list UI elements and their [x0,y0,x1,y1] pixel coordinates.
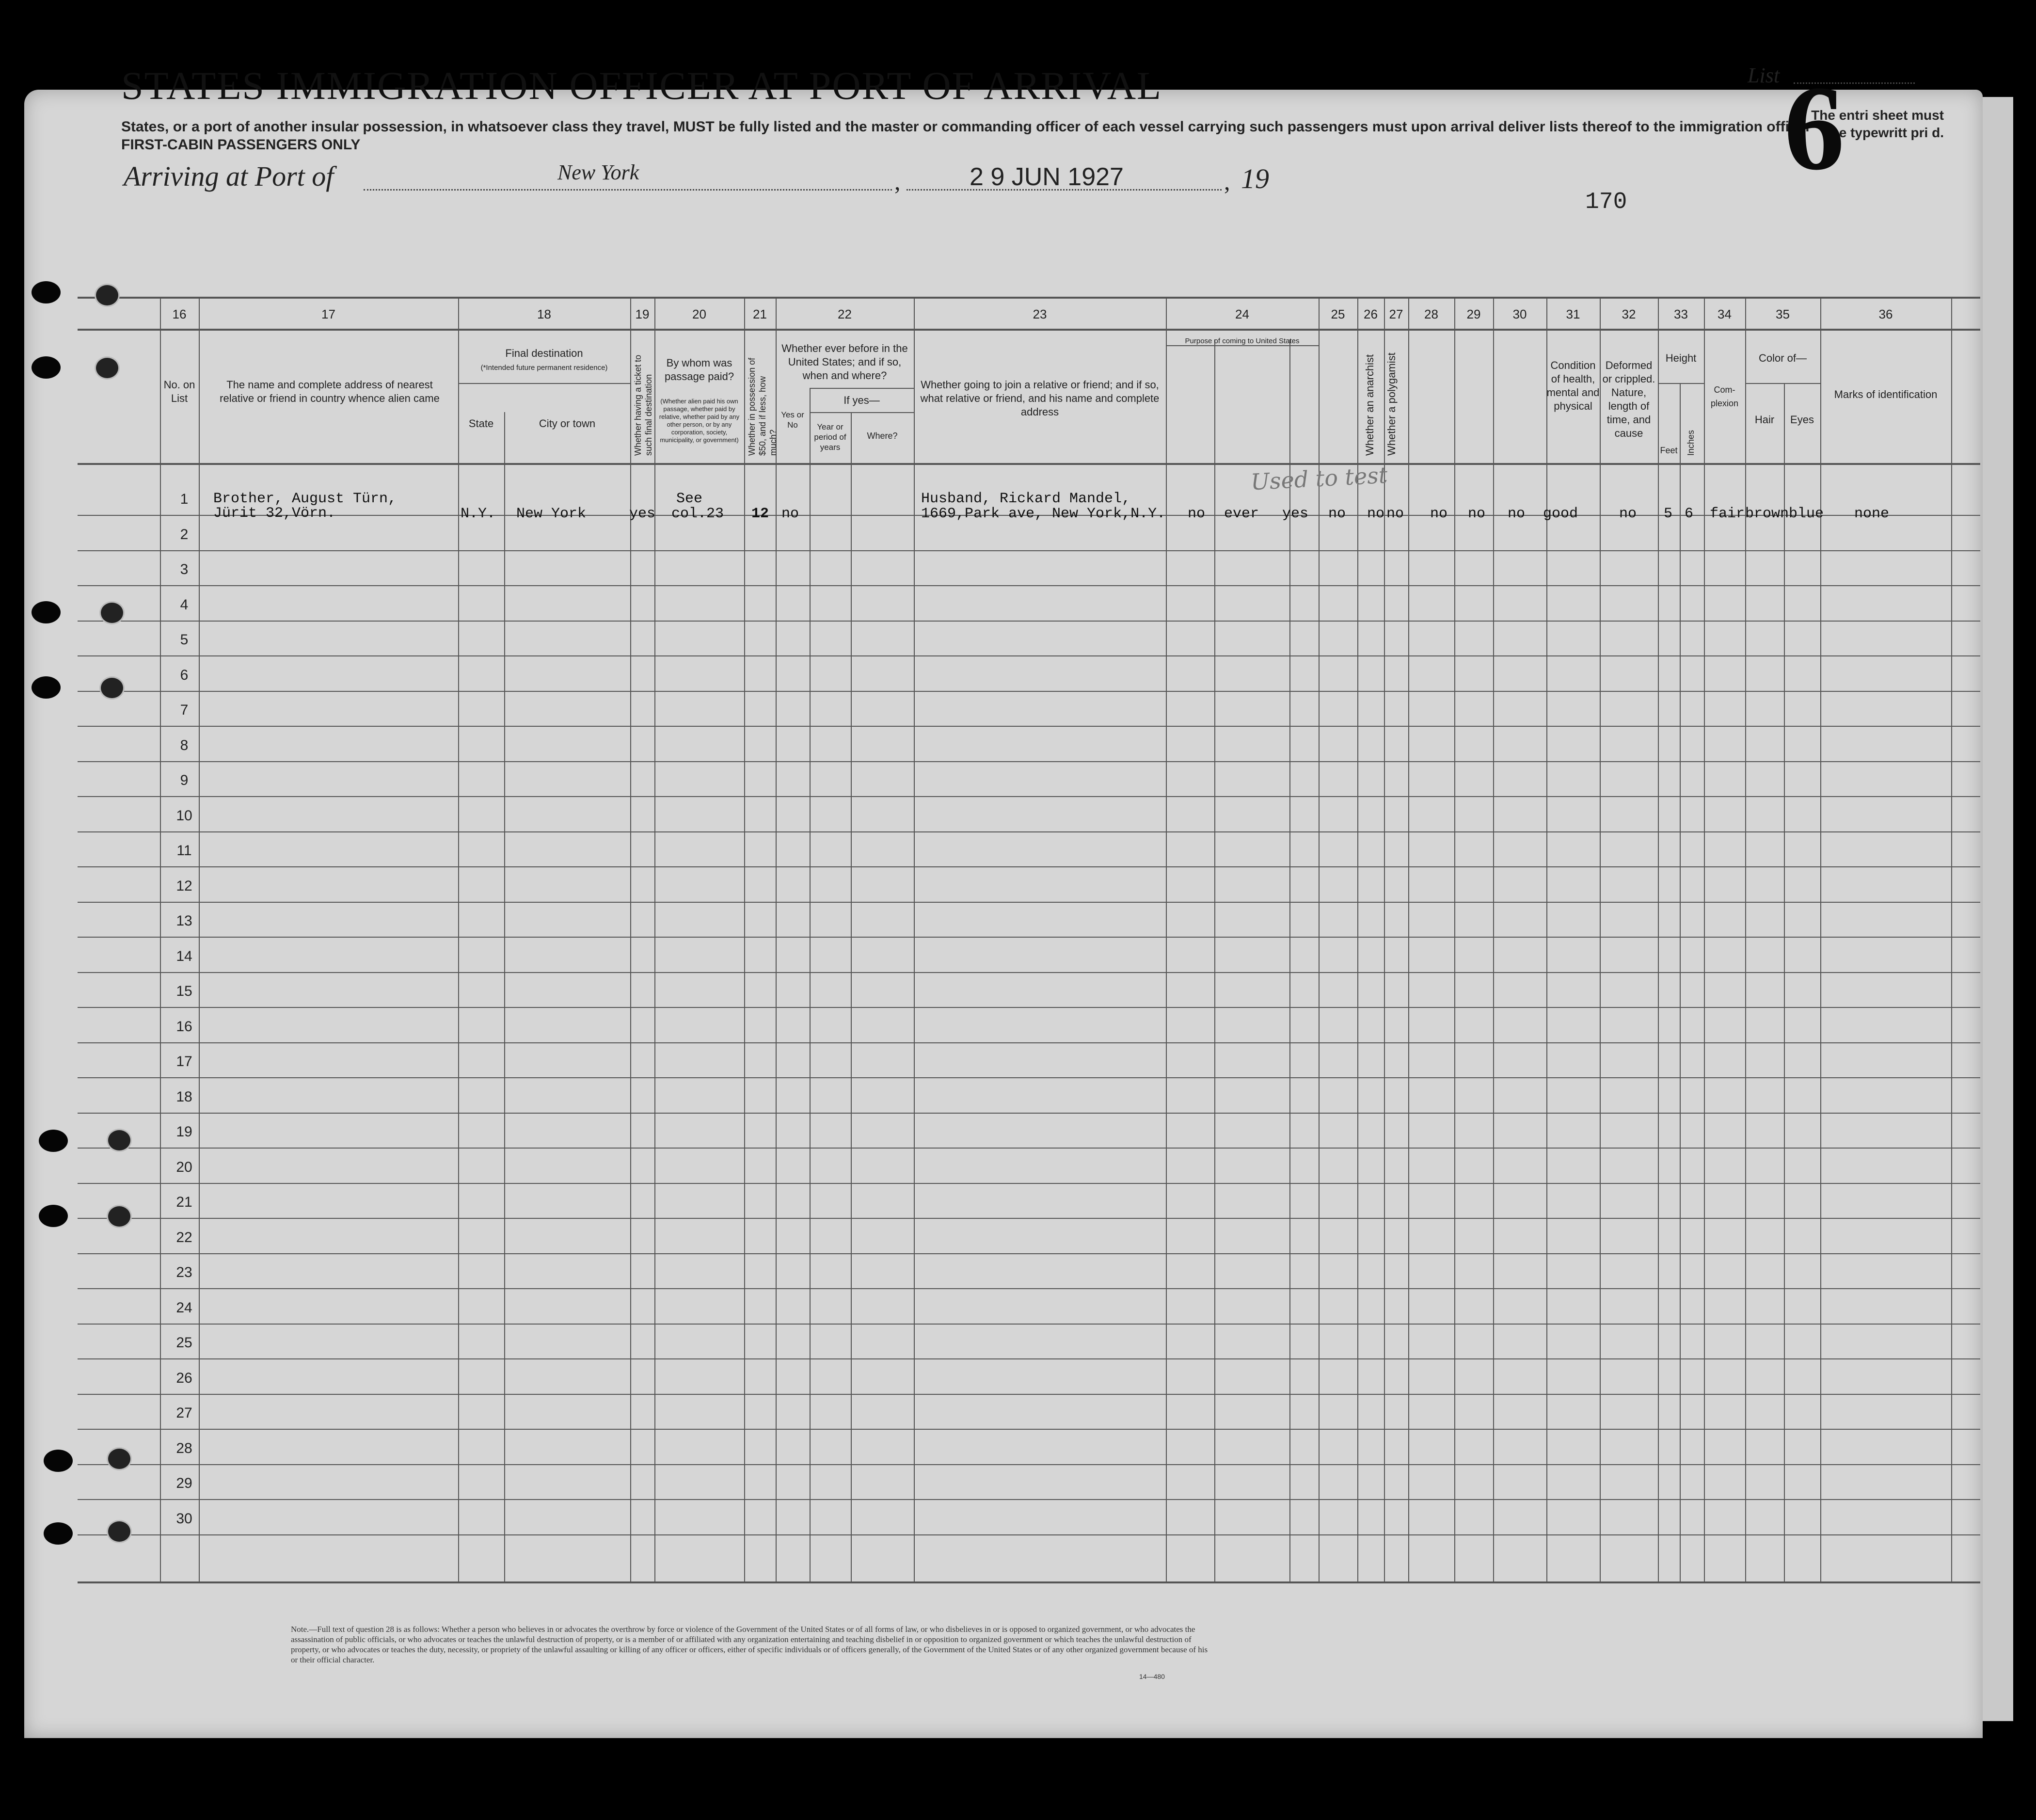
deformed-cell: no [1619,506,1637,522]
list-number: 6 [1784,61,1845,195]
row-rule [78,937,1980,938]
header-feet: Feet [1660,446,1678,455]
q25-cell: no [1328,506,1346,522]
separator: , [1224,168,1230,195]
header-fifty-dollars: Whether in possession of $50, and if less, how much? [747,357,778,456]
hair-cell: brown [1745,506,1789,522]
header-final-destination: Final destination [505,347,583,359]
header-purpose: Purpose of coming to United States [1185,337,1300,345]
column-rule [458,298,459,1583]
row-number: 5 [180,632,189,648]
list-note-line: be typewritt pri d. [1830,125,1944,140]
row-number: 27 [176,1405,192,1421]
row-rule [78,1007,1980,1008]
row-number: 11 [176,843,192,859]
column-rule [1408,298,1409,1583]
column-rule [1166,298,1167,1583]
row-rule [78,1534,1980,1535]
header-color-of: Color of— [1758,352,1807,364]
city-cell: New York [516,506,587,522]
column-rule [851,412,852,1583]
header-height: Height [1665,352,1697,364]
header-subrule [458,383,630,384]
column-rule [1820,298,1821,1583]
header-anarchist: Whether an anarchist [1364,354,1376,456]
row-number: 7 [180,702,189,718]
header-subrule [810,388,914,389]
header-passage-paid-note: (Whether alien paid his own passage, whether paid by relative, whether paid by any other person, or by any corporation, society, municipality, or government) [659,398,740,444]
row-rule [78,1358,1980,1359]
row-number: 17 [176,1054,192,1070]
column-number: 29 [1466,307,1481,321]
header-subrule [1745,383,1820,384]
row-rule [78,1324,1980,1325]
column-rule [630,298,631,1583]
row-number: 23 [176,1264,192,1280]
row-rule [78,1394,1980,1395]
row-number: 29 [176,1475,192,1491]
binder-hole [32,601,61,623]
row-number: 16 [176,1018,192,1035]
q26-cell: no [1367,506,1385,522]
q28-cell: no [1430,506,1448,522]
binder-hole [44,1522,73,1545]
binder-hole [32,676,61,699]
paid-cell: See [676,491,703,507]
column-rule [1658,298,1659,1583]
header-polygamist: Whether a polygamist [1385,352,1398,456]
column-number: 23 [1033,307,1047,321]
binder-hole [32,356,61,379]
column-rule [810,388,811,1583]
header-subrule [1658,383,1704,384]
binder-hole [107,1520,132,1543]
row-rule [78,1464,1980,1465]
column-rule [1600,298,1601,1583]
header-eyes: Eyes [1790,414,1814,426]
header-year-period: Year or period of years [814,422,846,452]
purpose-cell: no [1188,506,1206,522]
list-label: List [1748,64,1780,87]
join-cell: Husband, Rickard Mandel, [921,491,1131,507]
inches-cell: 6 [1685,506,1694,522]
row-number: 19 [176,1124,192,1140]
column-rule [1951,298,1952,1583]
row-rule [78,1183,1980,1184]
complexion-cell: fair [1710,506,1745,522]
column-rule [914,298,915,1583]
column-rule [1546,298,1547,1583]
binder-hole [95,356,120,380]
header-yes-no: Yes or No [781,410,804,430]
row-number: 25 [176,1335,192,1351]
row-number: 26 [176,1370,192,1386]
form-title: STATES IMMIGRATION OFFICER AT PORT OF ARRIVAL [121,64,1162,108]
port-line [364,189,892,191]
column-rule [504,412,505,1583]
header-passage-paid: By whom was passage paid? [664,357,734,383]
cabin-class: FIRST-CABIN PASSENGERS ONLY [121,137,361,153]
relative-line: Jürit 32,Vörn. [213,505,336,522]
row-rule [78,550,1980,551]
header-condition: Condition of health, mental and physical [1546,359,1600,412]
row-rule [78,866,1980,867]
purpose-cell: yes [1282,506,1309,522]
row-number: 21 [176,1194,192,1210]
row-rule [78,585,1980,586]
money-cell: 12 [751,506,769,522]
header-nearest-relative: The name and complete address of nearest relative or friend in country whence alien came [220,379,440,404]
row-rule [78,726,1980,727]
row-rule [78,1042,1980,1043]
column-number: 18 [537,307,551,321]
binder-hole [107,1205,132,1228]
header-inches: Inches [1686,430,1696,456]
row-number: 18 [176,1088,192,1105]
row-rule [78,761,1980,762]
table-top-rule [78,297,1980,299]
row-rule [78,1288,1980,1289]
column-number: 35 [1776,307,1790,321]
arriving-label: Arriving at Port of [124,160,334,192]
eyes-cell: blue [1789,506,1824,522]
column-rule [1384,298,1385,1583]
row-rule [78,691,1980,692]
separator: , [894,168,901,195]
row-rule [78,1253,1980,1254]
row-number: 1 [180,491,189,507]
binder-hole [44,1450,73,1472]
relative-line: Brother, August Türn, [213,491,397,507]
row-rule [78,621,1980,622]
manifest-sheet [24,90,1983,1738]
column-number: 28 [1424,307,1438,321]
before-cell: no [781,506,799,522]
column-rule [1493,298,1494,1583]
row-number: 9 [180,772,189,788]
header-deformed: Deformed or crippled. Nature, length of time, and cause [1602,359,1655,439]
row-number: 2 [180,526,189,543]
ticket-cell: yes [629,506,656,522]
column-number: 31 [1566,307,1580,321]
column-rule [1289,339,1290,1583]
binder-hole [39,1205,68,1227]
pencil-annotation: Used to test [1250,462,1388,495]
row-number: 15 [176,983,192,999]
list-note-line: The entri sheet must [1811,108,1944,123]
row-rule [78,1148,1980,1149]
row-number: 30 [176,1510,192,1527]
binder-hole [99,676,125,700]
row-number: 20 [176,1159,192,1175]
column-number: 22 [838,307,852,321]
row-number: 10 [176,807,192,824]
header-bottom-rule [78,463,1980,465]
year-suffix: 19 [1241,163,1269,194]
header-rule [78,329,1980,331]
header-subrule [810,412,914,413]
header-before-in-us: Whether ever before in the United States; and if so, when and where? [781,342,908,382]
column-rule [1745,298,1746,1583]
marks-cell: none [1854,506,1890,522]
footnote: Note.—Full text of question 28 is as follows: Whether a person who believes in or advocates the overthrow by force or violence of the Government of the United States or of all forms of law, or who disbelieves in or is opposed to organized government, or who advocates the assassination of public officials, or who advocates or teaches the unlawful destruction of property, or is a member of or affiliated with any organization entertaining and teaching disbelief in or opposition to organized government or which teaches the unlawful destruction of property, or who advocates or teaches the duty, necessity, or propriety of the unlawful assaulting or killing of any officer or officers, either of specific individuals or of officers generally, of the Government of the United States or of any other organized government because of his or their official character. [291,1625,1208,1664]
header-joining-relative: Whether going to join a relative or friend; and if so, what relative or friend, and his name and complete address [920,379,1160,418]
column-rule [654,298,655,1583]
column-number: 34 [1718,307,1732,321]
column-number: 36 [1878,307,1893,321]
column-number: 25 [1331,307,1345,321]
column-number: 17 [321,307,335,321]
row-rule [78,831,1980,832]
binder-hole [32,281,61,303]
purpose-cell: ever [1224,506,1259,522]
row-rule [78,655,1980,656]
header-ticket: Whether having a ticket to such final destination [633,354,653,456]
binder-hole [107,1129,132,1152]
row-number: 28 [176,1440,192,1456]
row-number: 4 [180,596,189,613]
column-rule [1357,298,1358,1583]
header-state: State [468,417,494,430]
row-rule [78,902,1980,903]
binder-hole [39,1130,68,1152]
q29-cell: no [1468,506,1486,522]
form-number: 14—480 [1139,1673,1165,1680]
row-number: 3 [180,561,189,577]
column-number: 27 [1389,307,1403,321]
column-rule [1214,339,1215,1583]
row-rule [78,1077,1980,1078]
row-rule [78,1499,1980,1500]
column-number: 19 [635,307,650,321]
health-cell: good [1543,506,1578,522]
row-number: 14 [176,948,192,964]
q27-cell: no [1386,506,1404,522]
column-rule [1784,383,1785,1583]
row-rule [78,1429,1980,1430]
arrival-port: New York [557,160,639,184]
binder-hole [99,601,125,624]
header-final-destination-note: (*Intended future permanent residence) [480,364,608,372]
column-number: 21 [753,307,767,321]
column-number: 20 [692,307,706,321]
column-number: 33 [1674,307,1688,321]
row-rule [78,1113,1980,1114]
join-cell: 1669,Park ave, New York,N.Y. [921,506,1166,522]
column-number: 30 [1512,307,1527,321]
row-rule [78,1218,1980,1219]
instruction-text: States, or a port of another insular possession, in whatsoever class they travel, MUST be fully listed and the master or commanding officer of each vessel carrying such passengers must upon arrival deliver lists thereof to the immigration officer [121,119,1811,135]
row-number: 22 [176,1229,192,1245]
row-rule [78,972,1980,973]
column-number: 26 [1364,307,1378,321]
header-marks: Marks of identification [1834,388,1938,400]
header-no-on-list: No. on List [163,379,195,404]
binder-hole [107,1447,132,1470]
row-rule [78,796,1980,797]
header-subrule [1166,345,1319,346]
column-rule [1454,298,1455,1583]
paid-cell: col.23 [671,506,724,522]
header-city: City or town [539,417,596,430]
table-bottom-rule [78,1581,1980,1583]
header-where: Where? [867,431,898,441]
column-rule [776,298,777,1583]
column-number: 24 [1235,307,1249,321]
row-number: 24 [176,1299,192,1316]
header-complexion: Com-plexion [1710,385,1739,408]
feet-cell: 5 [1664,506,1673,522]
row-number: 8 [180,737,189,753]
binder-hole [95,284,120,307]
row-number: 13 [176,913,192,929]
page-number: 170 [1585,189,1627,215]
column-rule [744,298,745,1583]
row-number: 6 [180,667,189,683]
header-hair: Hair [1754,414,1775,426]
column-rule [1704,298,1705,1583]
row-number: 12 [176,878,192,894]
column-rule [1680,383,1681,1583]
state-cell: N.Y. [461,506,496,522]
header-if-yes: If yes— [843,394,880,406]
column-number: 16 [172,307,187,321]
q30-cell: no [1508,506,1526,522]
date-stamp: 2 9 JUN 1927 [970,163,1124,191]
column-number: 32 [1622,307,1636,321]
